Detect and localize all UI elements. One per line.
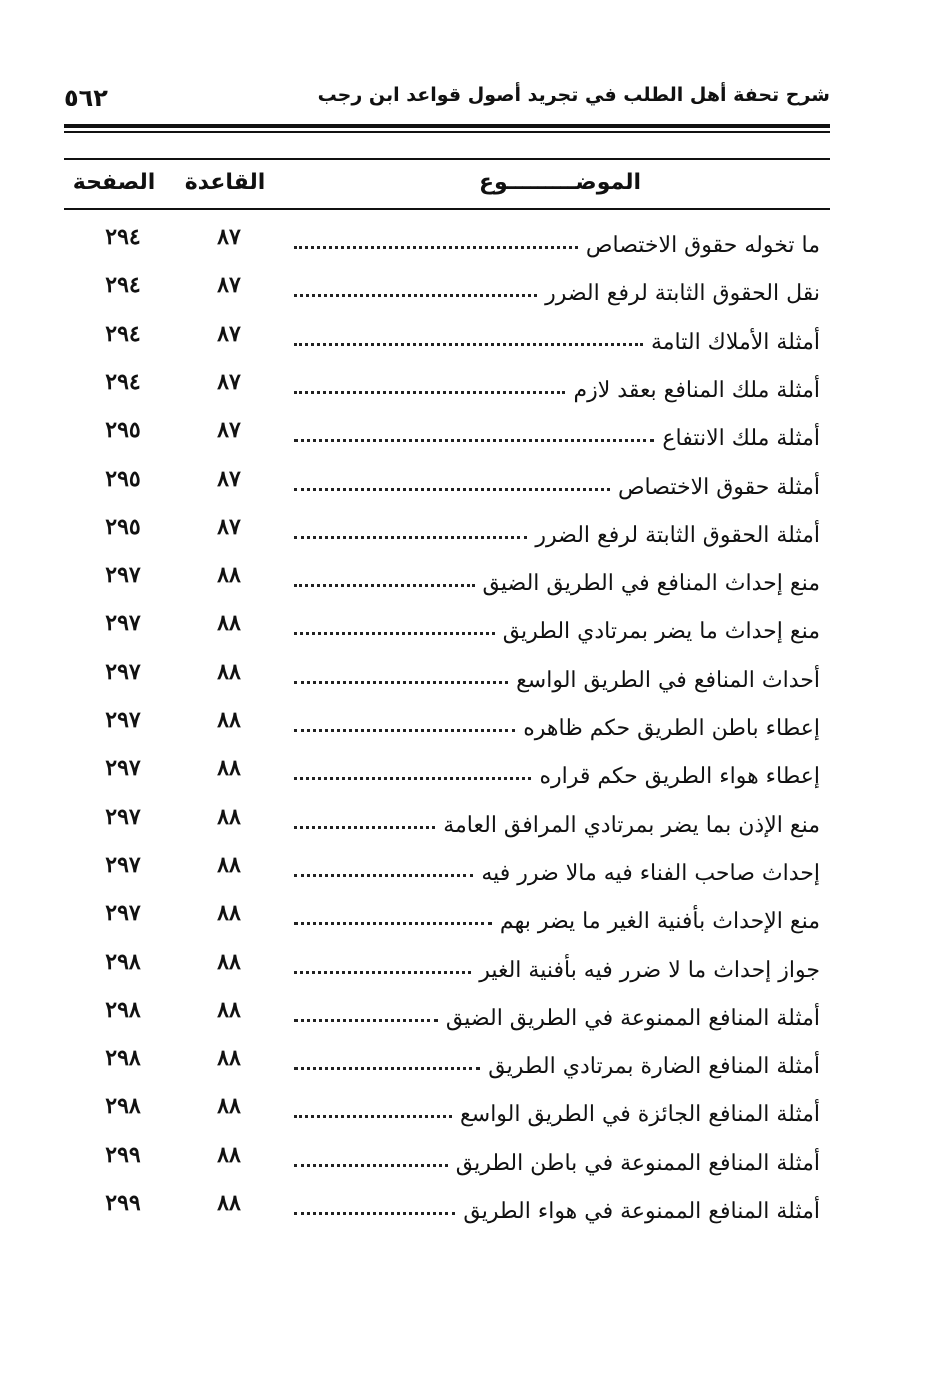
topic-cell xyxy=(294,943,820,983)
topic-cell xyxy=(294,653,820,693)
leader-dots xyxy=(294,632,495,635)
page-reference: ٢٩٧ xyxy=(105,803,141,830)
leader-dots xyxy=(294,1019,438,1022)
leader-dots xyxy=(294,777,531,780)
page-reference: ٢٩٩ xyxy=(105,1141,141,1168)
topic-text: منع إحداث المنافع في الطريق الضيق xyxy=(482,571,820,597)
topic-text: أمثلة الأملاك التامة xyxy=(650,329,820,355)
topic-text: أمثلة المنافع الممنوعة في الطريق الضيق xyxy=(445,1005,820,1031)
leader-dots xyxy=(294,439,654,442)
topic-cell xyxy=(294,798,820,838)
page-reference: ٢٩٨ xyxy=(105,1093,141,1120)
page-reference: ٢٩٤ xyxy=(105,224,141,250)
topic-text: إحداث صاحب الفناء فيه مالا ضرر فيه xyxy=(481,860,820,886)
topic-text: أمثلة المنافع الممنوعة في هواء الطريق xyxy=(463,1199,820,1224)
leader-dots xyxy=(294,922,492,925)
table-row xyxy=(64,218,830,258)
leader-dots xyxy=(294,1067,480,1070)
topic-text: منع الإحداث بأفنية الغير ما يضر بهم xyxy=(499,909,820,935)
topic-text: جواز إحداث ما لا ضرر فيه بأفنية الغير xyxy=(479,957,820,983)
table-row xyxy=(64,460,830,500)
topic-text: إعطاء باطن الطريق حكم ظاهره xyxy=(523,716,820,741)
rule-number: ٨٧ xyxy=(217,417,241,444)
rule-number: ٨٨ xyxy=(217,851,241,878)
table-top-rule xyxy=(64,158,830,160)
topic-cell xyxy=(294,1136,820,1176)
page-reference: ٢٩٤ xyxy=(105,368,141,395)
topic-text: نقل الحقوق الثابتة لرفع الضرر xyxy=(545,281,820,307)
topic-text: أمثلة المنافع الضارة بمرتادي الطريق xyxy=(488,1054,820,1080)
leader-dots xyxy=(294,343,643,346)
rule-number: ٨٨ xyxy=(217,1141,241,1168)
leader-dots xyxy=(294,971,471,974)
topic-cell xyxy=(294,749,820,789)
table-row xyxy=(64,798,830,838)
topic-text: أمثلة المنافع الممنوعة في باطن الطريق xyxy=(455,1150,820,1176)
topic-text: إعطاء هواء الطريق حكم قراره xyxy=(539,764,820,790)
table-row xyxy=(64,701,830,741)
rule-number: ٨٨ xyxy=(217,996,241,1023)
leader-dots xyxy=(294,1115,452,1118)
table-row xyxy=(64,846,830,886)
topic-text: أحداث المنافع في الطريق الواسع xyxy=(516,667,820,693)
topic-cell xyxy=(294,604,820,644)
table-row xyxy=(64,266,830,306)
rule-number: ٨٧ xyxy=(217,224,241,250)
rule-number: ٨٨ xyxy=(217,803,241,830)
leader-dots xyxy=(294,488,610,491)
page-reference: ٢٩٧ xyxy=(105,610,141,637)
column-header-page: الصفحة xyxy=(72,170,156,195)
rule-number: ٨٨ xyxy=(217,1093,241,1120)
table-row xyxy=(64,411,830,451)
table-row xyxy=(64,653,830,693)
topic-cell xyxy=(294,701,820,741)
topic-cell xyxy=(294,894,820,934)
book-title: شرح تحفة أهل الطلب في تجريد أصول قواعد ابن رجب xyxy=(317,84,830,106)
topic-text: أمثلة ملك الانتفاع xyxy=(662,426,820,452)
table-row xyxy=(64,943,830,983)
page-reference: ٢٩٨ xyxy=(105,1045,141,1072)
table-row xyxy=(64,1184,830,1224)
table-row xyxy=(64,894,830,934)
page-reference: ٢٩٨ xyxy=(105,996,141,1023)
topic-text: أمثلة المنافع الجائزة في الطريق الواسع xyxy=(460,1102,820,1128)
page-reference: ٢٩٤ xyxy=(105,272,141,299)
topic-cell xyxy=(294,315,820,355)
table-row xyxy=(64,508,830,548)
leader-dots xyxy=(294,536,527,539)
leader-dots xyxy=(294,1164,448,1167)
topic-text: منع الإذن بما يضر بمرتادي المرافق العامة xyxy=(443,812,820,838)
rule-number: ٨٧ xyxy=(217,272,241,299)
page-reference: ٢٩٥ xyxy=(105,465,141,492)
leader-dots xyxy=(294,681,508,684)
table-row xyxy=(64,991,830,1031)
rule-number: ٨٨ xyxy=(217,1045,241,1072)
table-header-rule xyxy=(64,208,830,210)
page-reference: ٢٩٧ xyxy=(105,707,141,733)
rule-number: ٨٨ xyxy=(217,1190,241,1216)
leader-dots xyxy=(294,1212,455,1215)
rule-number: ٨٨ xyxy=(217,658,241,685)
leader-dots xyxy=(294,874,473,877)
header-rule-thick xyxy=(64,124,830,128)
topic-cell xyxy=(294,460,820,500)
table-row xyxy=(64,363,830,403)
rule-number: ٨٨ xyxy=(217,610,241,637)
rule-number: ٨٧ xyxy=(217,465,241,492)
table-row xyxy=(64,749,830,789)
rule-number: ٨٨ xyxy=(217,948,241,975)
leader-dots xyxy=(294,391,565,394)
topic-cell xyxy=(294,218,820,258)
page-reference: ٢٩٧ xyxy=(105,900,141,927)
page-reference: ٢٩٩ xyxy=(105,1190,141,1216)
table-row xyxy=(64,315,830,355)
topic-cell xyxy=(294,363,820,403)
table-row xyxy=(64,1087,830,1127)
rule-number: ٨٨ xyxy=(217,562,241,589)
topic-text: أمثلة الحقوق الثابتة لرفع الضرر xyxy=(535,522,820,548)
topic-cell xyxy=(294,556,820,596)
table-row xyxy=(64,556,830,596)
page-reference: ٢٩٧ xyxy=(105,562,141,589)
rule-number: ٨٧ xyxy=(217,513,241,540)
page-reference: ٢٩٧ xyxy=(105,658,141,685)
topic-cell xyxy=(294,411,820,451)
table-row xyxy=(64,1136,830,1176)
leader-dots xyxy=(294,826,435,829)
topic-text: منع إحداث ما يضر بمرتادي الطريق xyxy=(502,619,820,645)
table-row xyxy=(64,1039,830,1079)
page-reference: ٢٩٧ xyxy=(105,851,141,878)
leader-dots xyxy=(294,729,515,732)
topic-text: أمثلة ملك المنافع بعقد لازم xyxy=(573,377,820,403)
rule-number: ٨٧ xyxy=(217,320,241,347)
header-rule-thin xyxy=(64,131,830,133)
page-reference: ٢٩٥ xyxy=(105,417,141,444)
topic-cell xyxy=(294,508,820,548)
rule-number: ٨٨ xyxy=(217,755,241,782)
topic-cell xyxy=(294,266,820,306)
page-reference: ٢٩٧ xyxy=(105,755,141,782)
topic-cell xyxy=(294,1039,820,1079)
topic-text: أمثلة حقوق الاختصاص xyxy=(617,474,820,500)
page-number: ٥٦٢ xyxy=(64,84,108,112)
rule-number: ٨٨ xyxy=(217,707,241,733)
topic-cell xyxy=(294,991,820,1031)
running-header xyxy=(64,84,830,114)
topic-text: ما تخوله حقوق الاختصاص xyxy=(585,233,820,258)
leader-dots xyxy=(294,584,475,587)
topic-cell xyxy=(294,1087,820,1127)
page-reference: ٢٩٥ xyxy=(105,513,141,540)
rule-number: ٨٧ xyxy=(217,368,241,395)
topic-cell xyxy=(294,1184,820,1224)
column-header-topic: الموضـــــــــوع xyxy=(478,170,642,195)
page-reference: ٢٩٤ xyxy=(105,320,141,347)
table-row xyxy=(64,604,830,644)
column-header-rule: القاعدة xyxy=(184,170,266,195)
page-reference: ٢٩٨ xyxy=(105,948,141,975)
leader-dots xyxy=(294,246,578,249)
rule-number: ٨٨ xyxy=(217,900,241,927)
leader-dots xyxy=(294,294,537,297)
topic-cell xyxy=(294,846,820,886)
